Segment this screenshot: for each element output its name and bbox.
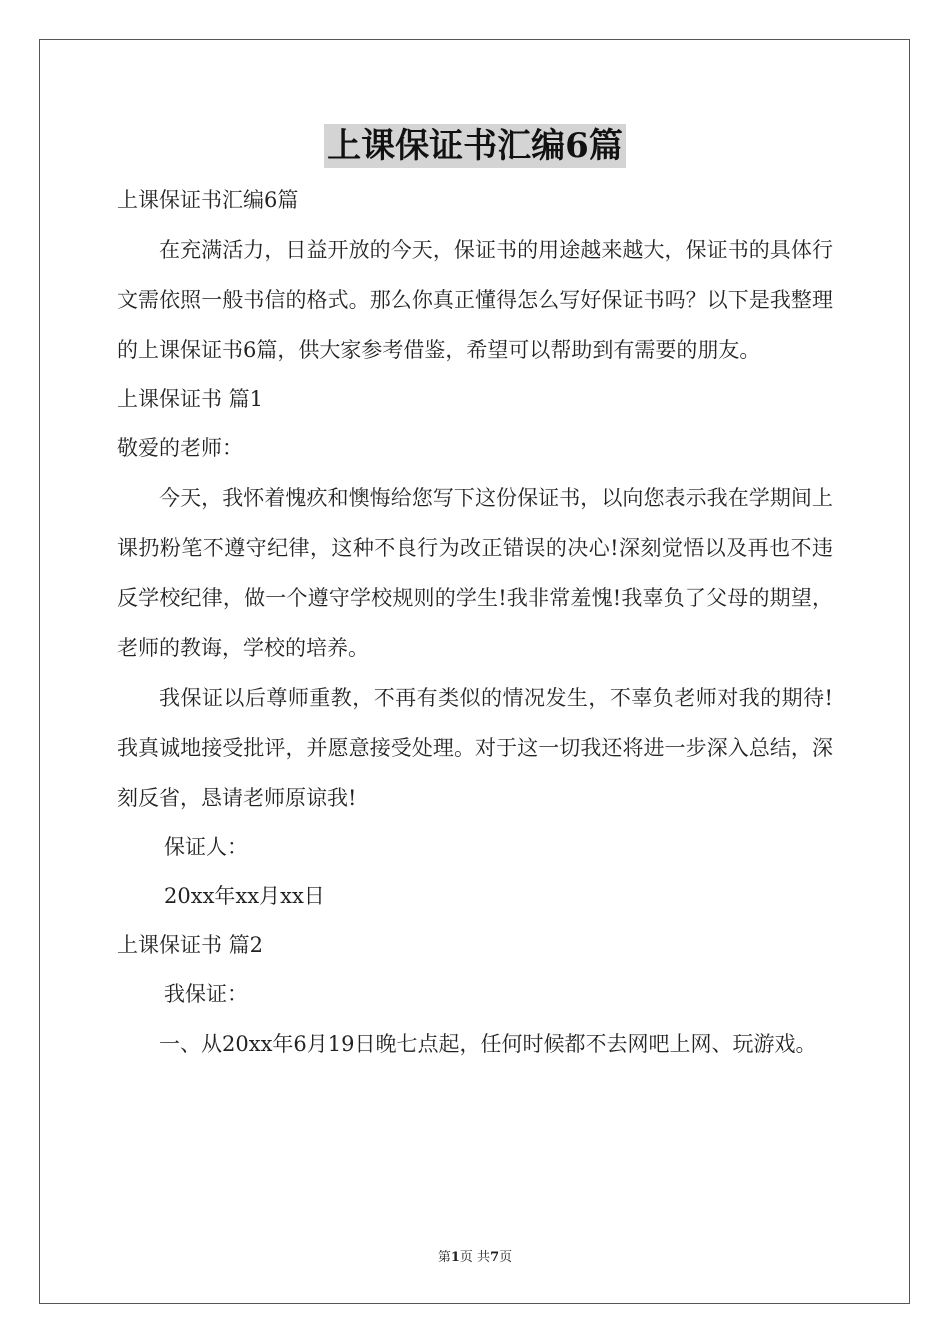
intro-paragraph: 在充满活力，日益开放的今天，保证书的用途越来越大，保证书的具体行文需依照一般书信的格式。那么你真正懂得怎么写好保证书吗？以下是我整理的上课保证书6篇，供大家参考借鉴，希望可以帮助到有需要的朋友。 bbox=[117, 238, 833, 362]
document-body bbox=[117, 176, 833, 1069]
footer-page-mid: 页 共 bbox=[459, 1250, 491, 1265]
section1-heading: 上课保证书 篇1 bbox=[117, 387, 264, 411]
footer-page-prefix: 第 bbox=[437, 1250, 451, 1265]
section2-item-1: 一、从20xx年6月19日晚七点起，任何时候都不去网吧上网、玩游戏。 bbox=[159, 1032, 817, 1056]
section1-paragraph-2: 我保证以后尊师重教，不再有类似的情况发生，不辜负老师对我的期待!我真诚地接受批评，并愿意接受处理。对于这一切我还将进一步深入总结，深刻反省，恳请老师原谅我! bbox=[117, 686, 833, 810]
subtitle: 上课保证书汇编6篇 bbox=[117, 188, 299, 212]
document-title: 上课保证书汇编6篇 bbox=[324, 124, 626, 168]
section1-date: 20xx年xx月xx日 bbox=[164, 884, 325, 908]
section1-salutation: 敬爱的老师： bbox=[117, 436, 243, 460]
section2-heading: 上课保证书 篇2 bbox=[117, 933, 264, 957]
section1-paragraph-1: 今天，我怀着愧疚和懊悔给您写下这份保证书，以向您表示我在学期间上课扔粉笔不遵守纪律，这种不良行为改正错误的决心!深刻觉悟以及再也不违反学校纪律，做一个遵守学校规则的学生!我非常羞愧!我辜负了父母的期望，老师的教诲，学校的培养。 bbox=[117, 486, 833, 660]
page-footer bbox=[0, 1246, 950, 1265]
section2-opening: 我保证： bbox=[164, 982, 248, 1006]
footer-page-total: 7 bbox=[490, 1250, 500, 1265]
section1-signer: 保证人： bbox=[164, 835, 248, 859]
title-wrap bbox=[0, 124, 950, 168]
footer-page-suffix: 页 bbox=[499, 1250, 513, 1265]
footer-page-number: 1 bbox=[450, 1250, 460, 1265]
